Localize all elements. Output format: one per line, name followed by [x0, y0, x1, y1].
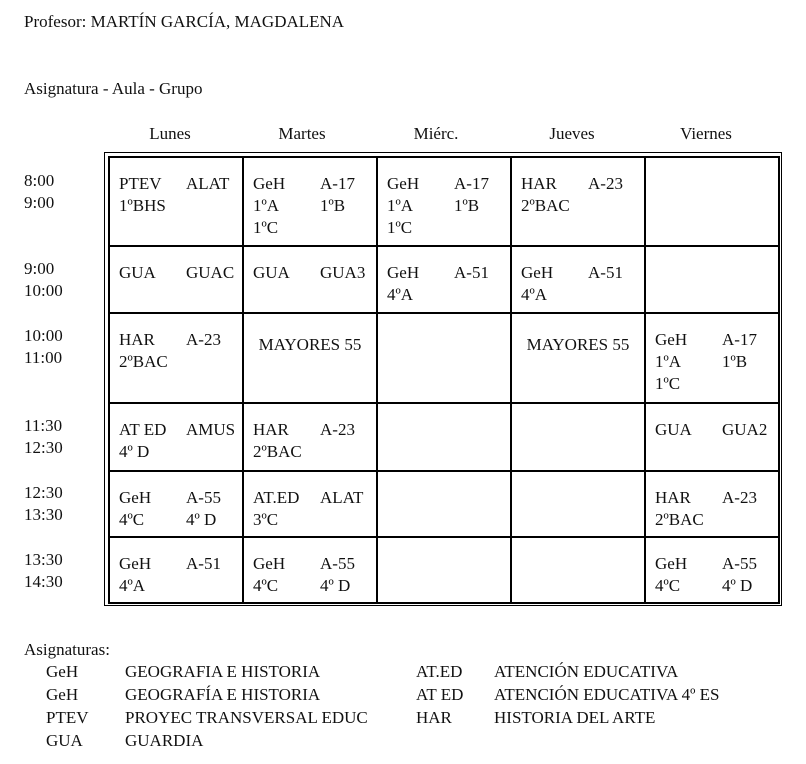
room-code: A-23	[722, 488, 757, 507]
group-label: 4ºC	[119, 510, 145, 529]
legend-code: GeH	[46, 662, 79, 681]
group-label: 1ºA	[387, 196, 414, 215]
group-label: 4ºA	[521, 285, 548, 304]
subject-code: HAR	[521, 174, 557, 193]
special-label: MAYORES 55	[526, 335, 630, 354]
subject-code: GeH	[253, 554, 286, 573]
room-code: A-17	[454, 174, 489, 193]
group-label: 4º D	[119, 442, 150, 461]
room-code: A-23	[186, 330, 221, 349]
cell-viernes	[645, 157, 779, 246]
subject-code: GeH	[387, 263, 420, 282]
time-slot-6	[24, 549, 94, 593]
cell-martes	[243, 157, 377, 246]
time-end: 12:30	[24, 438, 63, 457]
timetable-grid	[108, 156, 780, 604]
time-slot-5	[24, 482, 94, 526]
group-list	[387, 195, 413, 239]
group-label: 1ºB	[454, 196, 480, 215]
time-end: 13:30	[24, 505, 63, 524]
group-label: 1ºBHS	[119, 196, 166, 215]
cell-lunes	[109, 403, 243, 471]
time-start: 11:30	[24, 416, 63, 435]
subject-code: AT ED	[119, 420, 167, 439]
legend-name: ATENCIÓN EDUCATIVA	[494, 662, 679, 681]
day-header-jueves: Jueves	[549, 124, 595, 143]
group-list-secondary	[320, 195, 345, 217]
legend-name: PROYEC TRANSVERSAL EDUC	[125, 708, 368, 727]
group-list	[655, 351, 681, 395]
cell-viernes	[645, 313, 779, 403]
group-label: 1ºA	[253, 196, 280, 215]
room-code: A-51	[186, 554, 221, 573]
group-list	[655, 575, 680, 597]
group-label: 1ºC	[655, 374, 681, 393]
timetable-row	[109, 246, 779, 313]
group-label: 1ºB	[722, 352, 748, 371]
room-code: A-55	[186, 488, 221, 507]
timetable-row	[109, 537, 779, 603]
subject-code: PTEV	[119, 174, 162, 193]
cell-miercoles	[377, 313, 511, 403]
group-label: 4ºC	[253, 576, 279, 595]
cell-martes	[243, 246, 377, 313]
timetable-row	[109, 313, 779, 403]
cell-jueves	[511, 157, 645, 246]
room-code: A-51	[454, 263, 489, 282]
time-start: 10:00	[24, 326, 63, 345]
cell-jueves	[511, 537, 645, 603]
group-list-secondary	[454, 195, 479, 217]
room-code: A-17	[722, 330, 757, 349]
day-header-miercoles: Miérc.	[413, 124, 459, 143]
subject-code: HAR	[119, 330, 155, 349]
room-code: A-23	[588, 174, 623, 193]
room-code: A-55	[320, 554, 355, 573]
cell-jueves	[511, 471, 645, 537]
cell-viernes	[645, 403, 779, 471]
time-end: 14:30	[24, 572, 63, 591]
group-label: 2ºBAC	[655, 510, 704, 529]
cell-martes	[243, 313, 377, 403]
cell-viernes	[645, 246, 779, 313]
legend-name: ATENCIÓN EDUCATIVA 4º ES	[494, 685, 720, 704]
group-label: 4ºA	[387, 285, 414, 304]
timetable-row	[109, 471, 779, 537]
cell-martes	[243, 403, 377, 471]
legend-code: AT ED	[416, 685, 464, 704]
cell-jueves	[511, 403, 645, 471]
subject-code: GeH	[387, 174, 420, 193]
group-list	[119, 351, 168, 373]
group-list	[253, 575, 278, 597]
group-list-secondary	[320, 575, 350, 597]
subject-code: GeH	[655, 554, 688, 573]
cell-lunes	[109, 537, 243, 603]
cell-martes	[243, 537, 377, 603]
cell-miercoles	[377, 471, 511, 537]
cell-martes	[243, 471, 377, 537]
group-list	[655, 509, 704, 531]
time-end: 9:00	[24, 193, 55, 212]
subject-code: GUA	[119, 263, 156, 282]
group-list	[119, 575, 145, 597]
group-list-secondary	[722, 575, 752, 597]
subject-code: HAR	[655, 488, 691, 507]
cell-miercoles	[377, 157, 511, 246]
legend-code: GeH	[46, 685, 79, 704]
cell-jueves	[511, 313, 645, 403]
group-list	[119, 195, 166, 217]
legend-code: GUA	[46, 731, 83, 750]
day-header-lunes: Lunes	[149, 124, 191, 143]
cell-viernes	[645, 537, 779, 603]
legend-code: HAR	[416, 708, 452, 727]
room-code: GUA2	[722, 420, 768, 439]
group-label: 1ºC	[253, 218, 279, 237]
group-list-secondary	[722, 351, 747, 373]
cell-jueves	[511, 246, 645, 313]
group-label: 4ºC	[655, 576, 681, 595]
subject-code: GUA	[655, 420, 692, 439]
group-label: 1ºB	[320, 196, 346, 215]
legend-code: PTEV	[46, 708, 89, 727]
time-slot-1	[24, 170, 94, 214]
time-start: 9:00	[24, 259, 55, 278]
cell-lunes	[109, 471, 243, 537]
room-code: ALAT	[186, 174, 230, 193]
group-label: 1ºC	[387, 218, 413, 237]
subject-code: GeH	[655, 330, 688, 349]
cell-lunes	[109, 157, 243, 246]
legend-title: Asignaturas:	[24, 640, 110, 659]
group-label: 4º D	[186, 510, 217, 529]
schedule-subtitle: Asignatura - Aula - Grupo	[24, 79, 203, 98]
cell-miercoles	[377, 246, 511, 313]
legend-name: GEOGRAFÍA E HISTORIA	[125, 685, 321, 704]
group-list	[253, 509, 278, 531]
day-header-martes: Martes	[278, 124, 326, 143]
group-label: 2ºBAC	[119, 352, 168, 371]
legend-name: GUARDIA	[125, 731, 204, 750]
subject-code: HAR	[253, 420, 289, 439]
time-slot-2	[24, 258, 94, 302]
time-start: 8:00	[24, 171, 55, 190]
time-end: 11:00	[24, 348, 63, 367]
group-label: 2ºBAC	[521, 196, 570, 215]
room-code: GUAC	[186, 263, 235, 282]
subject-code: GeH	[521, 263, 554, 282]
subject-code: GUA	[253, 263, 290, 282]
group-label: 2ºBAC	[253, 442, 302, 461]
room-code: A-55	[722, 554, 757, 573]
time-end: 10:00	[24, 281, 63, 300]
group-list-secondary	[186, 509, 216, 531]
group-list	[119, 441, 149, 463]
room-code: AMUS	[186, 420, 236, 439]
professor-name: Profesor: MARTÍN GARCÍA, MAGDALENA	[24, 12, 345, 31]
room-code: A-17	[320, 174, 355, 193]
time-slot-3	[24, 325, 94, 369]
special-label: MAYORES 55	[258, 335, 362, 354]
group-label: 3ºC	[253, 510, 279, 529]
timetable-row	[109, 403, 779, 471]
group-list	[387, 284, 413, 306]
group-label: 4º D	[722, 576, 753, 595]
legend-name: HISTORIA DEL ARTE	[494, 708, 656, 727]
time-start: 13:30	[24, 550, 63, 569]
subject-code: AT.ED	[253, 488, 300, 507]
group-list	[253, 441, 302, 463]
group-label: 4ºA	[119, 576, 146, 595]
time-start: 12:30	[24, 483, 63, 502]
cell-miercoles	[377, 537, 511, 603]
legend-name: GEOGRAFIA E HISTORIA	[125, 662, 321, 681]
room-code: ALAT	[320, 488, 364, 507]
room-code: A-23	[320, 420, 355, 439]
legend-code: AT.ED	[416, 662, 463, 681]
time-slot-4	[24, 415, 94, 459]
group-list	[521, 195, 570, 217]
cell-viernes	[645, 471, 779, 537]
cell-miercoles	[377, 403, 511, 471]
room-code: GUA3	[320, 263, 366, 282]
group-list	[119, 509, 144, 531]
room-code: A-51	[588, 263, 623, 282]
timetable-row	[109, 157, 779, 246]
cell-lunes	[109, 313, 243, 403]
group-list	[253, 195, 279, 239]
group-list	[521, 284, 547, 306]
cell-lunes	[109, 246, 243, 313]
subject-code: GeH	[119, 488, 152, 507]
group-label: 1ºA	[655, 352, 682, 371]
subject-code: GeH	[119, 554, 152, 573]
group-label: 4º D	[320, 576, 351, 595]
subject-code: GeH	[253, 174, 286, 193]
day-header-viernes: Viernes	[680, 124, 732, 143]
